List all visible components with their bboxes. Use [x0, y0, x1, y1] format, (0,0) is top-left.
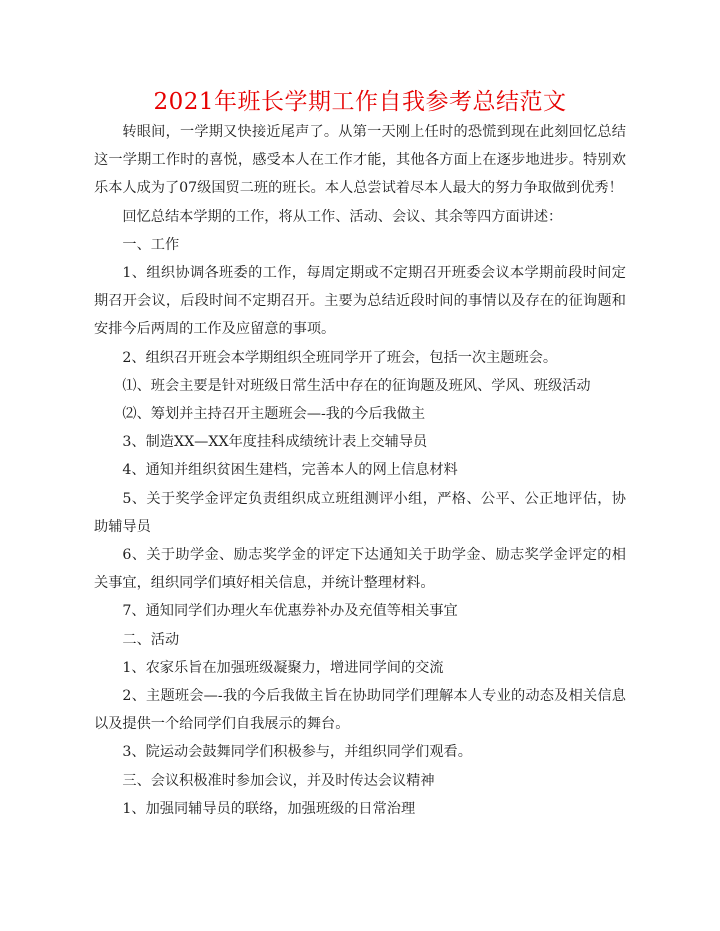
list-item: 1、农家乐旨在加强班级凝聚力，增进同学间的交流 — [122, 659, 444, 676]
section-heading-work: 一、工作 — [122, 236, 180, 253]
section-heading-meetings: 三、会议积极准时参加会议，并及时传达会议精神 — [122, 772, 435, 789]
list-item: 3、制造XX—XX年度挂科成绩统计表上交辅导员 — [122, 434, 428, 451]
section-heading-activities: 二、活动 — [122, 631, 180, 648]
list-item: 5、关于奖学金评定负责组织成立班组测评小组，严格、公平、公正地评估，协助辅导员 — [94, 490, 626, 535]
list-item: 3、院运动会鼓舞同学们积极参与，并组织同学们观看。 — [122, 744, 472, 761]
paragraph-overview: 回忆总结本学期的工作，将从工作、活动、会议、其余等四方面讲述： — [122, 208, 563, 225]
list-item: 7、通知同学们办理火车优惠券补办及充值等相关事宜 — [122, 603, 458, 620]
list-item: ⑵、筹划并主持召开主题班会—-我的今后我做主 — [122, 406, 426, 423]
document-body — [94, 118, 626, 823]
list-item: 1、组织协调各班委的工作，每周定期或不定期召开班委会议本学期前段时间定期召开会议，后段时间不定期召开。主要为总结近段时间的事情以及存在的征询题和安排今后两周的工作及应留意的事项。 — [94, 265, 626, 338]
list-item: 2、主题班会—-我的今后我做主旨在协助同学们理解本人专业的动态及相关信息以及提供一个给同学们自我展示的舞台。 — [94, 688, 626, 733]
list-item: 4、通知并组织贫困生建档，完善本人的网上信息材料 — [122, 462, 458, 479]
document-title: 2021年班长学期工作自我参考总结范文 — [153, 89, 567, 115]
list-item: 6、关于助学金、励志奖学金的评定下达通知关于助学金、励志奖学金评定的相关事宜，组织同学们填好相关信息，并统计整理材料。 — [94, 547, 626, 592]
list-item: ⑴、班会主要是针对班级日常生活中存在的征询题及班风、学风、班级活动 — [122, 377, 591, 394]
list-item: 1、加强同辅导员的联络，加强班级的日常治理 — [122, 800, 416, 817]
list-item: 2、组织召开班会本学期组织全班同学开了班会，包括一次主题班会。 — [122, 349, 558, 366]
paragraph-intro: 转眼间，一学期又快接近尾声了。从第一天刚上任时的恐慌到现在此刻回忆总结这一学期工作时的喜悦，感受本人在工作才能，其他各方面上在逐步地进步。特别欢乐本人成为了07级国贸二班的班长。本人总尝试着尽本人最大的努力争取做到优秀！ — [94, 124, 626, 197]
